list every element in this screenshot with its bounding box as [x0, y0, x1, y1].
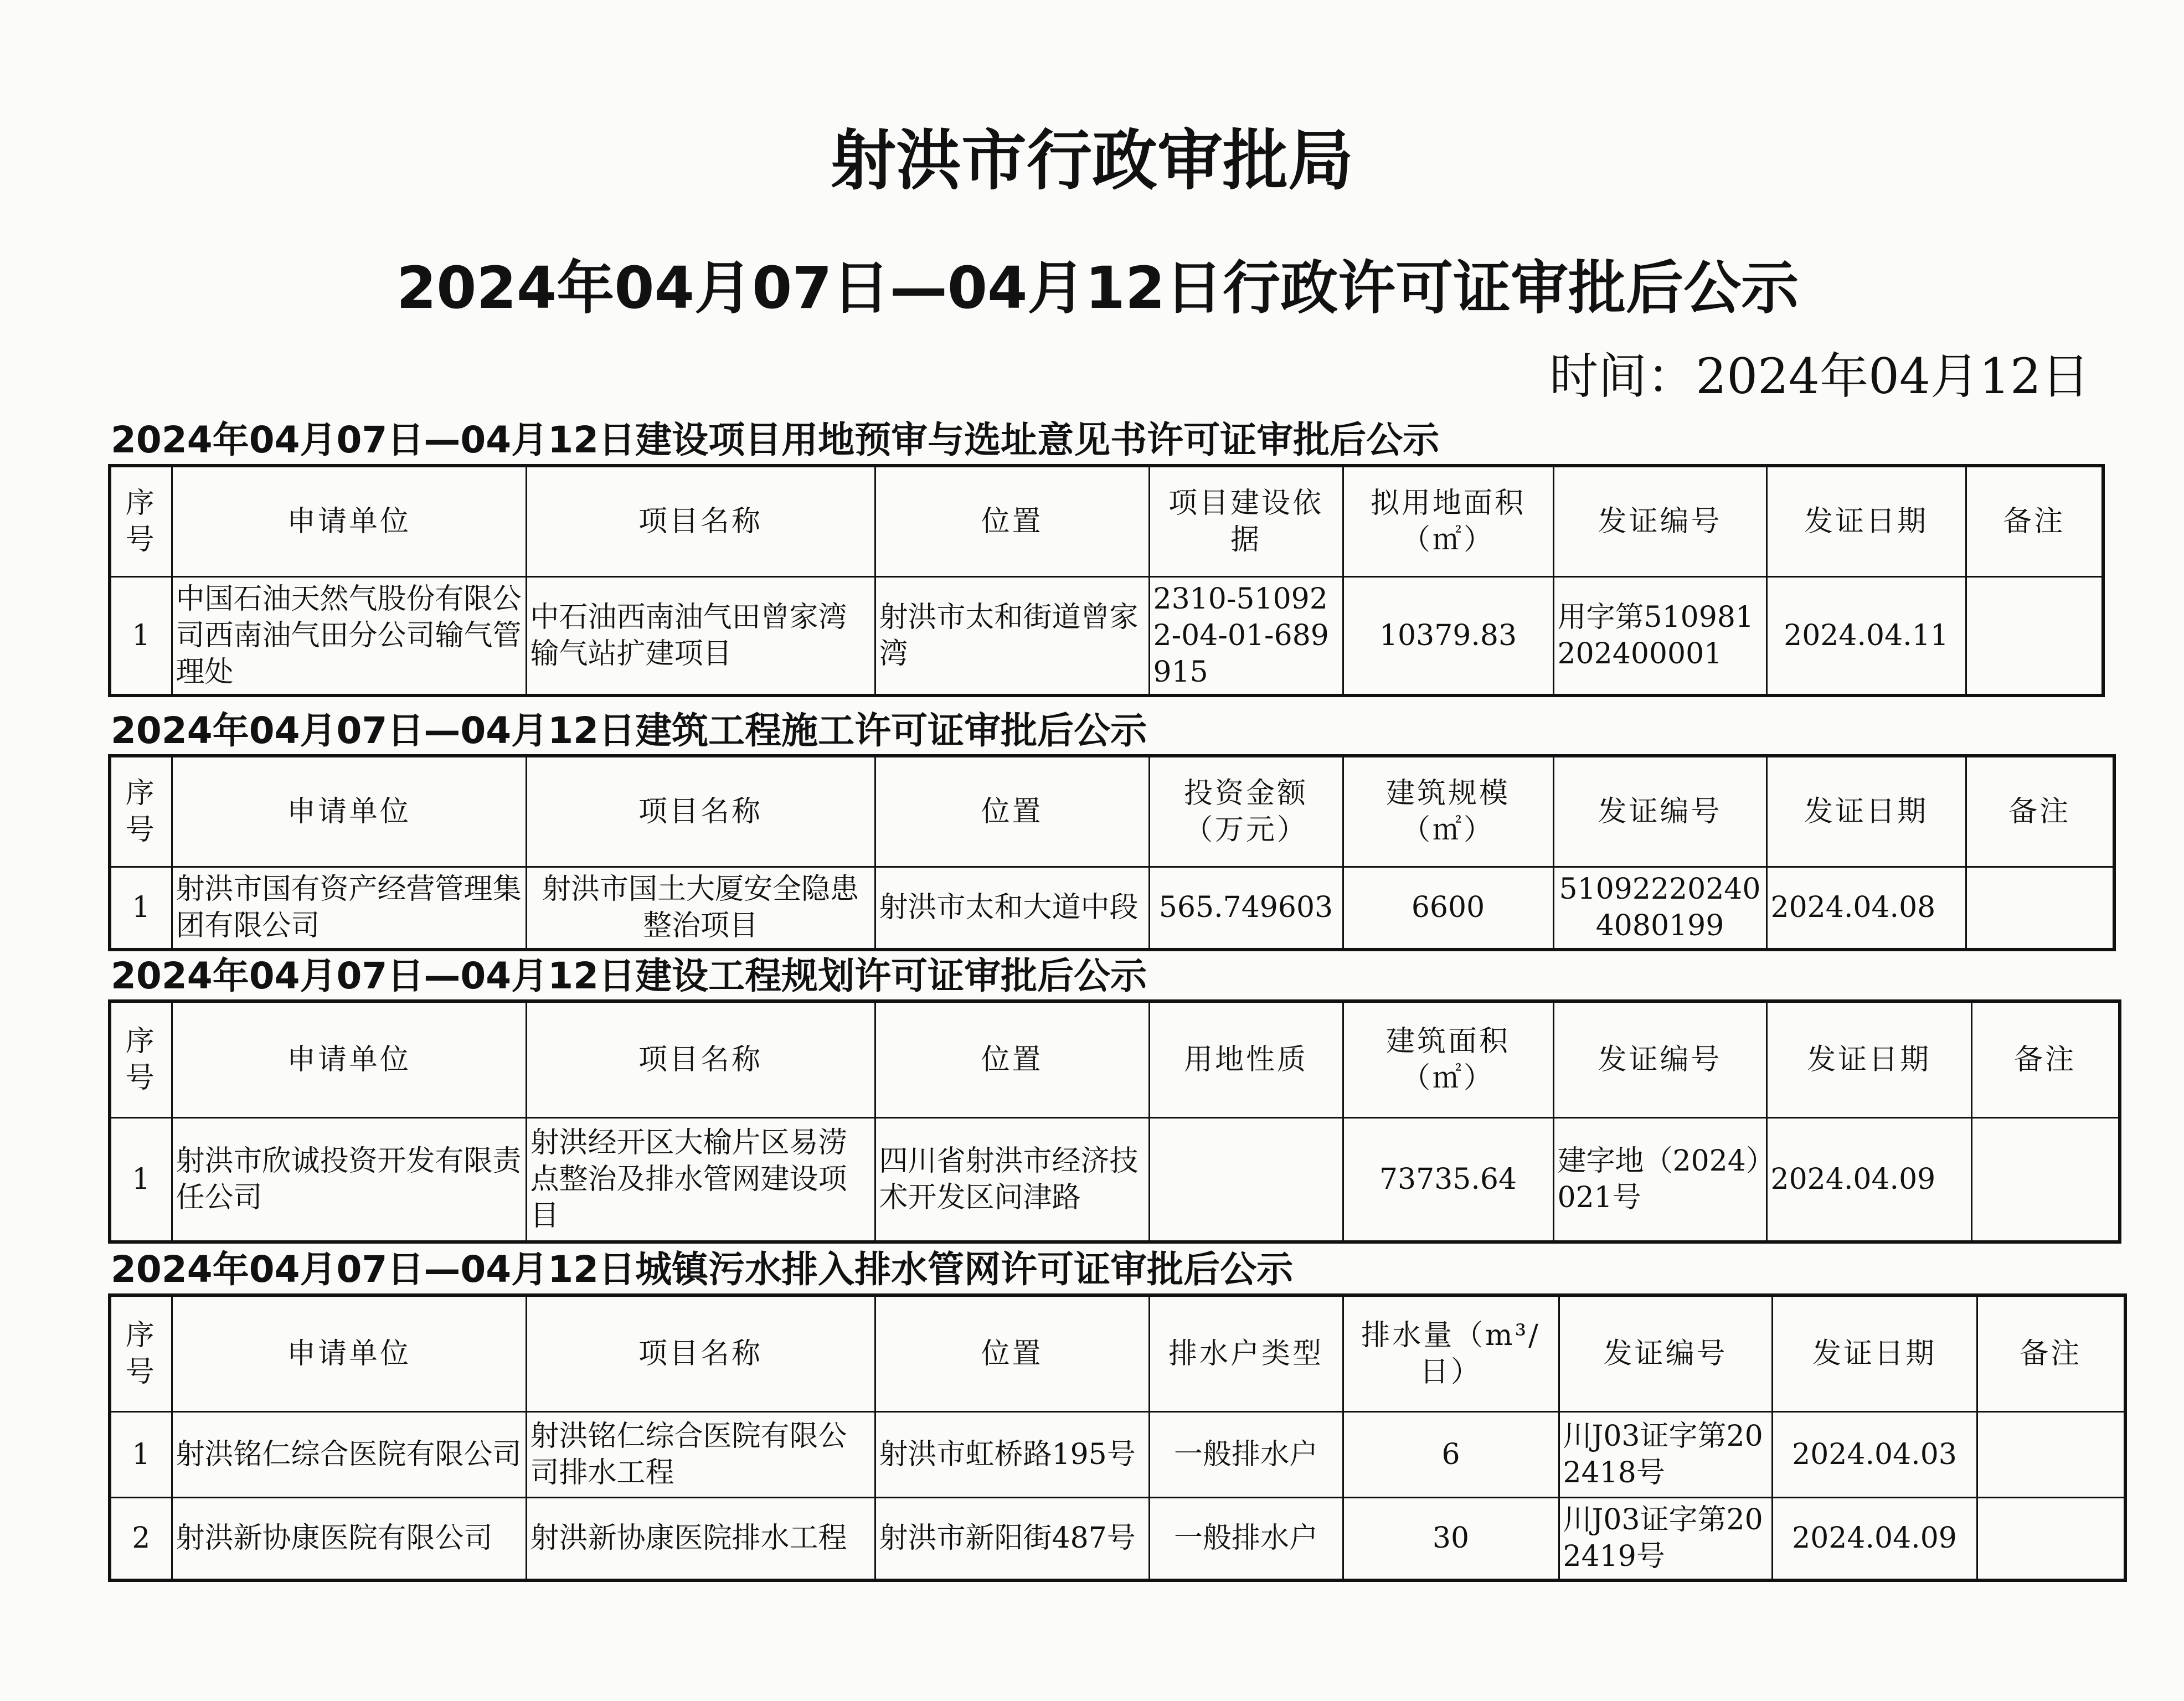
cell-location: 射洪市虹桥路195号	[875, 1411, 1149, 1497]
sewage-permit-table	[108, 1293, 2127, 1582]
header-cell: 备注	[1966, 756, 2114, 867]
header-cell: 序号	[110, 466, 172, 576]
header-cell: 序号	[110, 1295, 172, 1411]
table-header-row	[110, 756, 2114, 867]
header-cell: 位置	[875, 756, 1149, 867]
cell-discharge-volume: 30	[1343, 1497, 1559, 1580]
table-row	[110, 576, 2103, 695]
cell-scale: 6600	[1343, 867, 1553, 950]
cell-remark	[1971, 1117, 2120, 1242]
section-title-land-preapproval: 2024年04月07日—04月12日建设项目用地预审与选址意见书许可证审批后公示	[111, 419, 1440, 461]
cell-discharger-type: 一般排水户	[1149, 1497, 1343, 1580]
cell-location: 射洪市太和街道曾家湾	[875, 576, 1149, 695]
cell-location: 射洪市新阳街487号	[875, 1497, 1149, 1580]
table-row	[110, 867, 2114, 950]
header-cell: 发证日期	[1766, 466, 1966, 576]
cell-seq: 1	[110, 576, 172, 695]
document-title: 射洪市行政审批局	[830, 122, 1353, 199]
cell-seq: 2	[110, 1497, 172, 1580]
cell-project: 射洪新协康医院排水工程	[526, 1497, 875, 1580]
table-row	[110, 1497, 2125, 1580]
header-cell: 建筑规模（㎡）	[1343, 756, 1553, 867]
header-cell: 发证编号	[1553, 756, 1766, 867]
header-cell: 建筑面积（㎡）	[1343, 1001, 1553, 1117]
cell-cert-no: 用字第510981202400001	[1553, 576, 1766, 695]
cell-project: 射洪铭仁综合医院有限公司排水工程	[526, 1411, 875, 1497]
cell-seq: 1	[110, 1411, 172, 1497]
cell-discharge-volume: 6	[1343, 1411, 1559, 1497]
header-cell: 发证日期	[1772, 1295, 1977, 1411]
header-cell: 用地性质	[1149, 1001, 1343, 1117]
section-title-sewage-permit: 2024年04月07日—04月12日城镇污水排入排水管网许可证审批后公示	[111, 1248, 1294, 1291]
cell-basis: 2310-510922-04-01-689915	[1149, 576, 1343, 695]
planning-permit-table	[108, 999, 2121, 1244]
header-cell: 排水量（m³/日）	[1343, 1295, 1559, 1411]
cell-applicant: 射洪市国有资产经营管理集团有限公司	[172, 867, 526, 950]
section-title-construction-permit: 2024年04月07日—04月12日建筑工程施工许可证审批后公示	[111, 709, 1147, 752]
cell-project: 射洪市国土大厦安全隐患整治项目	[526, 867, 875, 950]
cell-remark	[1977, 1497, 2125, 1580]
header-cell: 备注	[1966, 466, 2103, 576]
land-preapproval-table	[108, 464, 2105, 697]
header-cell: 位置	[875, 1295, 1149, 1411]
header-cell: 序号	[110, 756, 172, 867]
cell-seq: 1	[110, 1117, 172, 1242]
header-cell: 序号	[110, 1001, 172, 1117]
table-row	[110, 1117, 2120, 1242]
cell-cert-no: 川J03证字第202418号	[1559, 1411, 1772, 1497]
cell-cert-no: 建字地（2024）021号	[1553, 1117, 1766, 1242]
cell-land-use	[1149, 1117, 1343, 1242]
header-cell: 备注	[1977, 1295, 2125, 1411]
table-header-row	[110, 466, 2103, 576]
header-cell: 发证编号	[1553, 466, 1766, 576]
header-cell: 申请单位	[172, 756, 526, 867]
publish-date: 时间：2024年04月12日	[1549, 348, 2090, 405]
header-cell: 项目名称	[526, 1295, 875, 1411]
cell-date: 2024.04.03	[1772, 1411, 1977, 1497]
cell-seq: 1	[110, 867, 172, 950]
section-title-planning-permit: 2024年04月07日—04月12日建设工程规划许可证审批后公示	[111, 955, 1147, 997]
table-row	[110, 1411, 2125, 1497]
cell-remark	[1977, 1411, 2125, 1497]
header-cell: 排水户类型	[1149, 1295, 1343, 1411]
cell-cert-no: 川J03证字第202419号	[1559, 1497, 1772, 1580]
cell-date: 2024.04.08	[1766, 867, 1966, 950]
cell-investment: 565.749603	[1149, 867, 1343, 950]
cell-applicant: 射洪铭仁综合医院有限公司	[172, 1411, 526, 1497]
cell-location: 四川省射洪市经济技术开发区问津路	[875, 1117, 1149, 1242]
cell-applicant: 中国石油天然气股份有限公司西南油气田分公司输气管理处	[172, 576, 526, 695]
table-header-row	[110, 1001, 2120, 1117]
cell-project: 射洪经开区大榆片区易涝点整治及排水管网建设项目	[526, 1117, 875, 1242]
cell-discharger-type: 一般排水户	[1149, 1411, 1343, 1497]
header-cell: 发证编号	[1553, 1001, 1766, 1117]
header-cell: 申请单位	[172, 1001, 526, 1117]
header-cell: 申请单位	[172, 466, 526, 576]
header-cell: 拟用地面积（㎡）	[1343, 466, 1553, 576]
cell-date: 2024.04.09	[1772, 1497, 1977, 1580]
cell-project: 中石油西南油气田曾家湾输气站扩建项目	[526, 576, 875, 695]
header-cell: 投资金额（万元）	[1149, 756, 1343, 867]
cell-applicant: 射洪市欣诚投资开发有限责任公司	[172, 1117, 526, 1242]
cell-date: 2024.04.11	[1766, 576, 1966, 695]
cell-area: 10379.83	[1343, 576, 1553, 695]
cell-remark	[1966, 576, 2103, 695]
construction-permit-table	[108, 754, 2116, 951]
header-cell: 位置	[875, 466, 1149, 576]
header-cell: 申请单位	[172, 1295, 526, 1411]
header-cell: 发证日期	[1766, 1001, 1971, 1117]
table-header-row	[110, 1295, 2125, 1411]
header-cell: 发证编号	[1559, 1295, 1772, 1411]
header-cell: 项目名称	[526, 756, 875, 867]
cell-remark	[1966, 867, 2114, 950]
cell-floor-area: 73735.64	[1343, 1117, 1553, 1242]
cell-cert-no: 510922202404080199	[1553, 867, 1766, 950]
header-cell: 备注	[1971, 1001, 2120, 1117]
header-cell: 项目名称	[526, 466, 875, 576]
cell-location: 射洪市太和大道中段	[875, 867, 1149, 950]
document-subtitle: 2024年04月07日—04月12日行政许可证审批后公示	[396, 254, 1799, 322]
header-cell: 发证日期	[1766, 756, 1966, 867]
header-cell: 位置	[875, 1001, 1149, 1117]
cell-applicant: 射洪新协康医院有限公司	[172, 1497, 526, 1580]
header-cell: 项目建设依据	[1149, 466, 1343, 576]
header-cell: 项目名称	[526, 1001, 875, 1117]
cell-date: 2024.04.09	[1766, 1117, 1971, 1242]
